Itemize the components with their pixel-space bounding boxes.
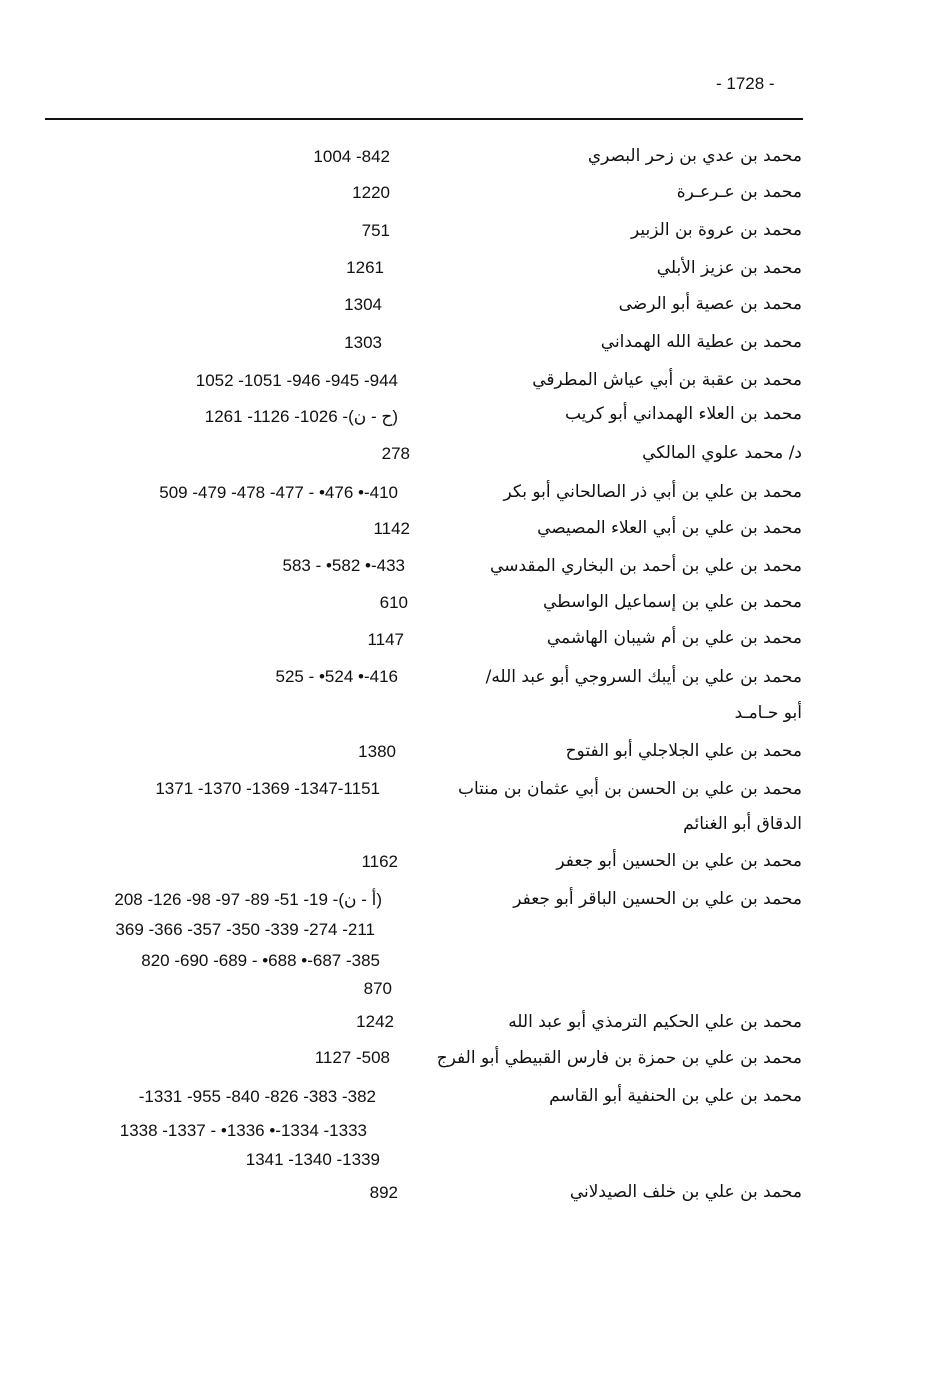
- entry-name: محمد بن علي الجلاجلي أبو الفتوح: [565, 741, 802, 761]
- entry-refs: 1147: [367, 630, 404, 649]
- entry-refs: 751: [361, 221, 390, 240]
- entry-name: محمد بن علي بن الحنفية أبو القاسم: [549, 1086, 802, 1106]
- entry-refs: 525 - •524 •-416: [275, 667, 398, 686]
- entry-refs: 278: [381, 444, 410, 463]
- entry-name: محمد بن علي بن أحمد بن البخاري المقدسي: [490, 556, 802, 576]
- entry-refs: 1380: [358, 742, 396, 761]
- entry-refs: -1331 -955 -840 -826 -383 -382: [138, 1087, 376, 1106]
- entry-name: محمد بن العلاء الهمداني أبو كريب: [564, 404, 802, 424]
- entry-refs: 1303: [344, 333, 382, 352]
- entry-name: محمد بن علي بن الحسين الباقر أبو جعفر: [513, 889, 802, 909]
- entry-name: محمد بن علي بن إسماعيل الواسطي: [542, 592, 802, 612]
- entry-refs: 820 -690 -689 - •688 •-687 -385: [141, 951, 380, 970]
- entry-refs: 870: [363, 979, 392, 998]
- entry-name: محمد بن عزيز الأبلي: [656, 258, 802, 278]
- entry-refs: 208 -126 -98 -97 -89 -51 -19 -(أ - ن): [114, 890, 382, 909]
- entry-refs: 369 -366 -357 -350 -339 -274 -211: [115, 920, 375, 939]
- entry-refs: 1127 -508: [314, 1048, 390, 1067]
- entry-name-continuation: أبو حـامـد: [734, 703, 802, 723]
- entry-name: محمد بن علي بن أبي ذر الصالحاني أبو بكر: [503, 482, 802, 502]
- entry-name-continuation: الدقاق أبو الغنائم: [683, 814, 802, 834]
- entry-refs: 1338 -1337 - •1336 •-1334 -1333: [119, 1121, 367, 1140]
- entry-refs: 1371 -1370 -1369 -1347-1151: [155, 779, 380, 798]
- entry-name: محمد بن عقبة بن أبي عياش المطرقي: [532, 370, 802, 390]
- entry-name: محمد بن علي بن أيبك السروجي أبو عبد الله/: [485, 667, 802, 687]
- entry-refs: 1261: [346, 258, 384, 277]
- entry-name: محمد بن علي بن حمزة بن فارس القبيطي أبو الفرج: [436, 1048, 802, 1068]
- entry-name: محمد بن علي بن خلف الصيدلاني: [569, 1182, 802, 1202]
- entry-refs: 1242: [356, 1012, 394, 1031]
- entry-refs: 1304: [344, 295, 382, 314]
- entry-name: محمد بن عصية أبو الرضى: [618, 294, 802, 314]
- entry-refs: 1052 -1051 -946 -945 -944: [195, 371, 398, 390]
- entry-name: محمد بن علي بن أبي العلاء المصيصي: [537, 518, 802, 538]
- entry-name: محمد بن عدي بن زحر البصري: [587, 146, 802, 166]
- entry-refs: 1142: [373, 519, 410, 538]
- entry-refs: 1341 -1340 -1339: [245, 1150, 380, 1169]
- entry-refs: 1261 -1126 -1026 -(ح - ن): [204, 407, 398, 426]
- entry-name: محمد بن عروة بن الزبير: [631, 220, 802, 240]
- entry-refs: 1220: [352, 183, 390, 202]
- entry-name: د/ محمد علوي المالكي: [642, 443, 802, 463]
- page-number: - 1728 -: [716, 74, 775, 93]
- entry-name: محمد بن عـرعـرة: [676, 182, 802, 202]
- entry-refs: 509 -479 -478 -477 - •476 •-410: [159, 483, 398, 502]
- entry-name: محمد بن عطية الله الهمداني: [600, 332, 802, 352]
- entry-refs: 583 - •582 •-433: [282, 556, 405, 575]
- entry-name: محمد بن علي بن الحسن بن أبي عثمان بن منتاب: [457, 779, 802, 799]
- entry-refs: 610: [379, 593, 408, 612]
- entry-name: محمد بن علي الحكيم الترمذي أبو عبد الله: [508, 1012, 802, 1032]
- entry-refs: 1162: [361, 852, 398, 871]
- entry-name: محمد بن علي بن أم شيبان الهاشمي: [546, 628, 802, 648]
- entry-refs: 892: [369, 1183, 398, 1202]
- entry-refs: 1004 -842: [313, 147, 390, 166]
- entry-name: محمد بن علي بن الحسين أبو جعفر: [556, 851, 802, 871]
